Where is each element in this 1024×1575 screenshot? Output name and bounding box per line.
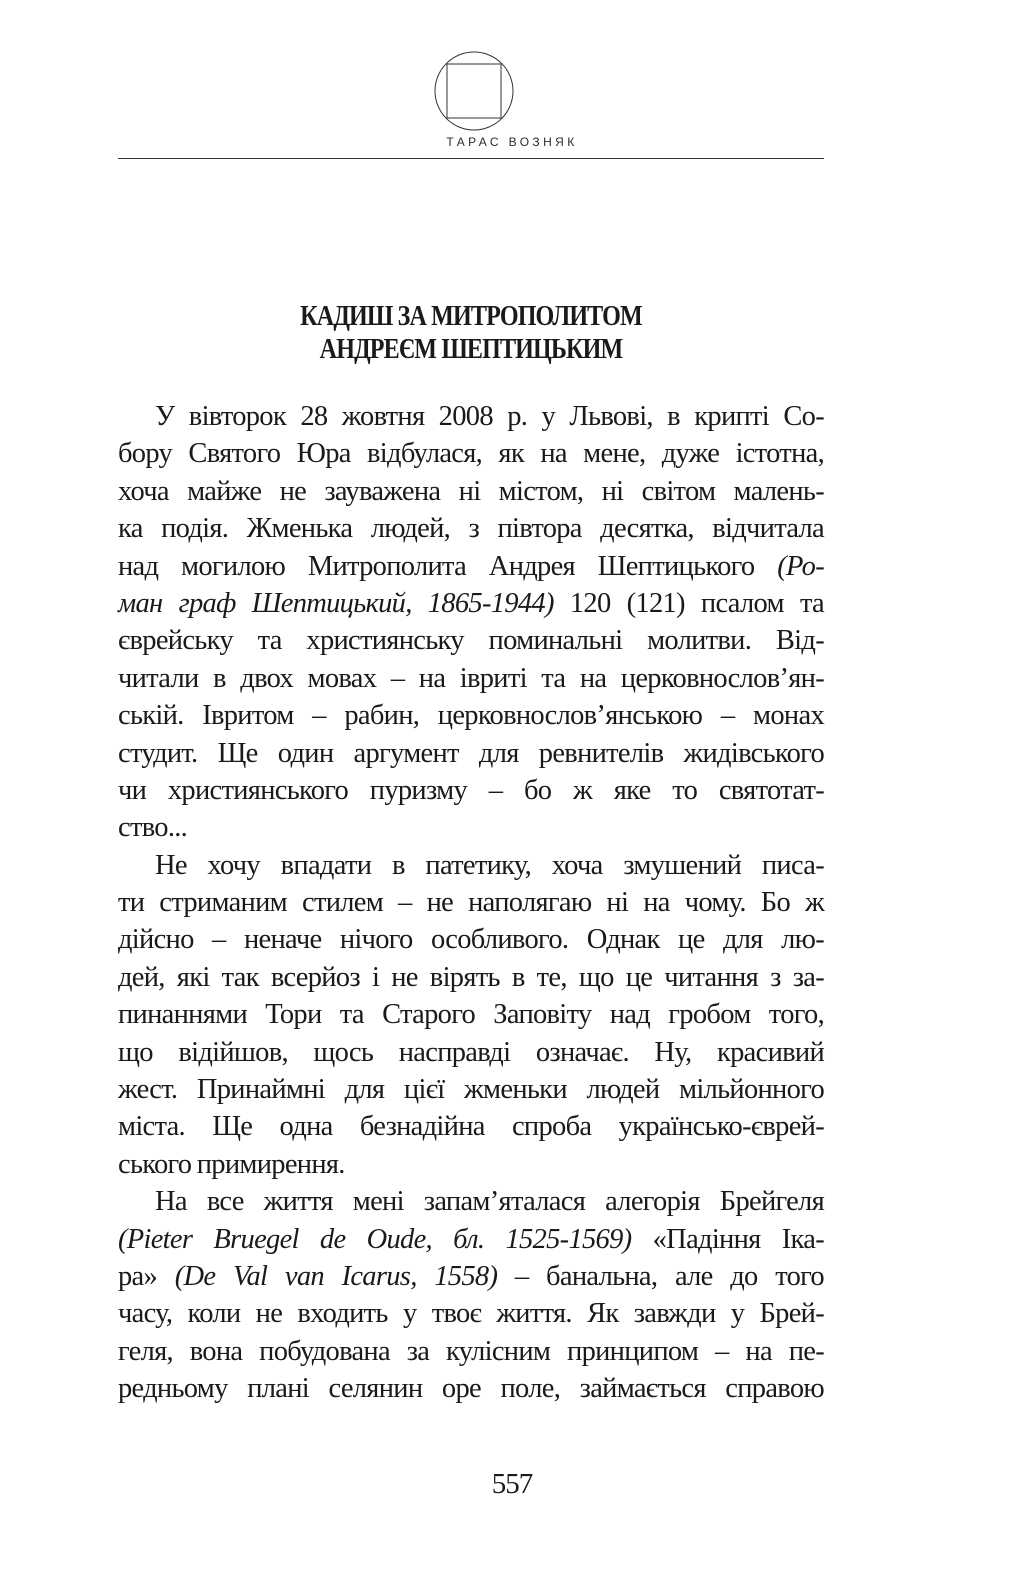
text-line — [118, 660, 824, 697]
page-number: 557 — [491, 1468, 533, 1500]
chapter-title-line: АНДРЕЄМ ШЕПТИЦЬКИМ — [319, 334, 623, 365]
text-segment: ка подія. Жменька людей, з півтора десятка, відчитала — [118, 513, 824, 545]
text-line — [118, 1295, 824, 1332]
text-segment: ського примирення. — [118, 1148, 345, 1180]
text-line — [118, 847, 824, 884]
text-segment: ство... — [118, 812, 188, 844]
text-line — [118, 735, 824, 772]
italic-text: (Pieter Bruegel de Oude, бл. 1525-1569) — [118, 1223, 632, 1255]
text-segment: єврейську та християнську поминальні молитви. Від- — [118, 625, 824, 657]
text-segment: чи християнського пуризму – бо ж яке то святотат- — [118, 774, 824, 806]
chapter-title — [167, 300, 774, 366]
text-segment: дійсно – неначе нічого особливого. Однак це для лю- — [118, 924, 824, 956]
text-line — [118, 772, 824, 809]
text-segment: хоча майже не зауважена ні містом, ні світом малень- — [118, 475, 824, 507]
italic-text: (Ро- — [777, 550, 824, 582]
text-segment: ра» — [118, 1260, 175, 1292]
text-segment: що відійшов, щось насправді означає. Ну, красивий — [118, 1036, 824, 1068]
text-line — [118, 1146, 824, 1183]
text-line — [118, 996, 824, 1033]
text-line — [118, 809, 824, 846]
text-line — [118, 1183, 824, 1220]
text-segment: 120 (121) псалом та — [553, 587, 824, 619]
text-segment: міста. Ще одна безнадійна спроба українсько-єврей- — [118, 1111, 824, 1143]
running-head: ТАРАС ВОЗНЯК — [446, 135, 578, 149]
text-segment: над могилою Митрополита Андрея Шептицького — [118, 550, 778, 582]
text-segment: На все життя мені запам’яталася алегорія Брейгеля — [155, 1186, 824, 1218]
text-line — [118, 1071, 824, 1108]
text-line — [118, 1108, 824, 1145]
text-segment: – банальна, але до того — [497, 1260, 824, 1292]
text-line — [118, 1034, 824, 1071]
chapter-title-line: КАДИШ ЗА МИТРОПОЛИТОМ — [300, 301, 642, 332]
italic-text: (De Val van Icarus, 1558) — [174, 1260, 498, 1292]
text-line — [118, 473, 824, 510]
text-line — [118, 1258, 824, 1295]
text-segment: пинаннями Тори та Старого Заповіту над гробом того, — [118, 999, 824, 1031]
text-line — [118, 884, 824, 921]
text-segment: бору Святого Юра відбулася, як на мене, дуже істотна, — [118, 438, 824, 470]
text-line — [118, 510, 824, 547]
text-segment: жест. Принаймні для цієї жменьки людей мільйонного — [118, 1074, 824, 1106]
text-line — [118, 921, 824, 958]
italic-text: ман граф Шептицький, 1865-1944) — [118, 587, 554, 619]
text-line — [118, 1370, 824, 1407]
circle-square-emblem — [433, 50, 515, 132]
text-segment: часу, коли не входить у твоє життя. Як завжди у Брей- — [118, 1298, 824, 1330]
text-segment: «Падіння Іка- — [631, 1223, 824, 1255]
text-segment: У вівторок 28 жовтня 2008 р. у Львові, в крипті Со- — [155, 401, 824, 432]
text-segment: дей, які так всерйоз і не вірять в те, що це читання з за- — [118, 961, 824, 993]
text-line — [118, 435, 824, 472]
text-segment: редньому плані селянин оре поле, займається справою — [118, 1373, 824, 1405]
text-line — [118, 622, 824, 659]
text-line — [118, 398, 824, 435]
body-text — [118, 398, 824, 1408]
header-rule — [118, 158, 824, 159]
text-line — [118, 585, 824, 622]
text-segment: ській. Івритом – рабин, церковнослов’янською – монах — [118, 700, 824, 732]
text-segment: студит. Ще один аргумент для ревнителів жидівського — [118, 737, 824, 769]
text-line — [118, 697, 824, 734]
text-segment: Не хочу впадати в патетику, хоча змушений писа- — [155, 849, 824, 881]
text-segment: ти стриманим стилем – не наполягаю ні на чому. Бо ж — [118, 887, 824, 919]
text-line — [118, 548, 824, 585]
text-line — [118, 1221, 824, 1258]
text-segment: геля, вона побудована за кулісним принципом – на пе- — [118, 1335, 824, 1367]
text-segment: читали в двох мовах – на івриті та на церковнослов’ян- — [118, 662, 824, 694]
text-line — [118, 1333, 824, 1370]
text-line — [118, 959, 824, 996]
